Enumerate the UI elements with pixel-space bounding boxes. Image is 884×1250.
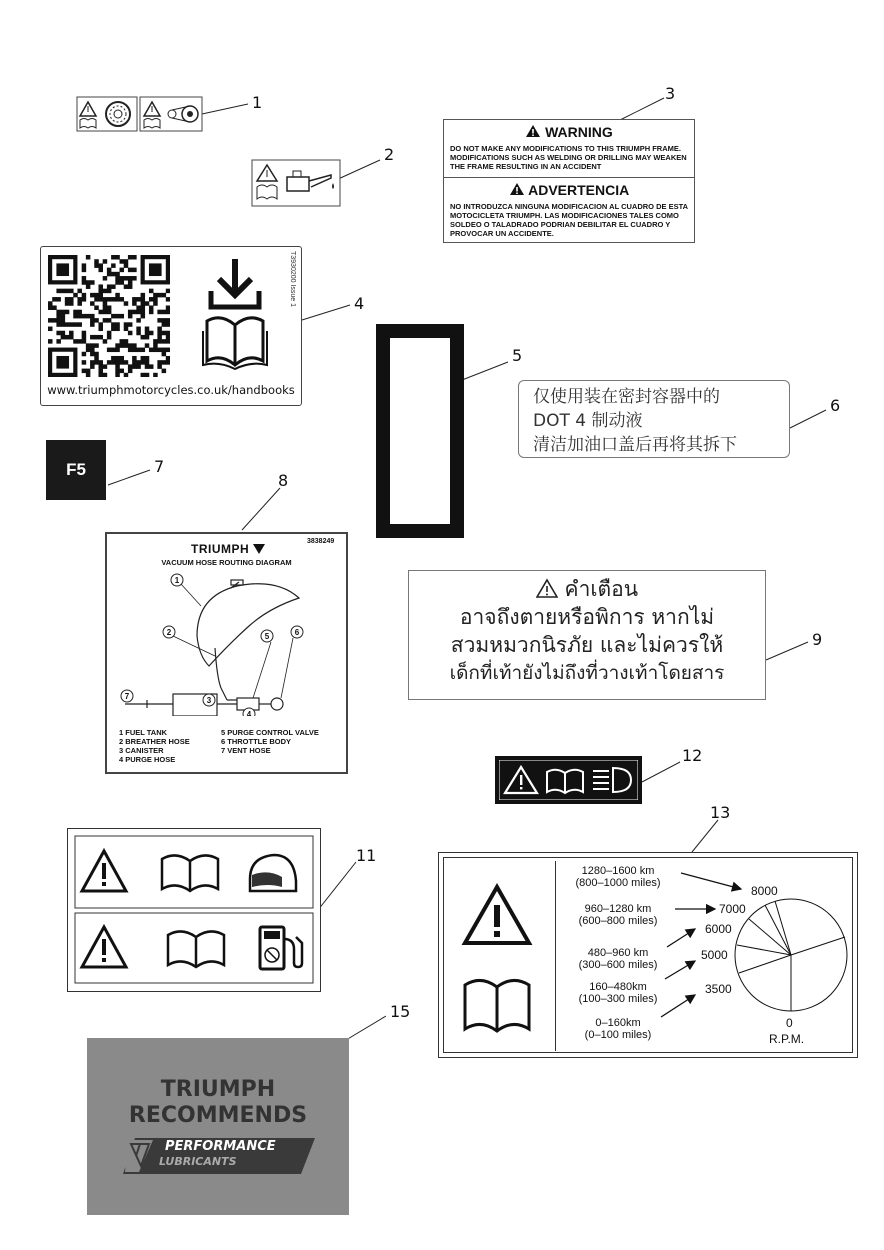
legend-item: 5 PURGE CONTROL VALVE (221, 728, 319, 737)
book-icon (201, 311, 271, 371)
thai-line-3: เด็กที่เท้ายังไม่ถึงที่วางเท้าโดยสาร (449, 662, 725, 684)
label6-line-3: 清洁加油口盖后再将其拆下 (533, 435, 737, 455)
label-7-f5: F5 (46, 440, 106, 500)
rpm-axis-label: R.P.M. (769, 1032, 805, 1046)
headlight-icon (593, 768, 631, 792)
rpm-zero: 0 (786, 1016, 793, 1030)
label-1-graphic (76, 96, 204, 132)
label-11-plate (67, 828, 321, 992)
marker-5: 5 (264, 632, 270, 641)
part-code: T3930200 Issue 1 (289, 251, 296, 308)
thai-title: คำเตือน (564, 577, 639, 601)
label-5-frame (376, 324, 464, 538)
callout-11: 11 (356, 846, 377, 865)
lube-line-2: RECOMMENDS (128, 1103, 308, 1128)
label6-line-1: 仅使用装在密封容器中的 (533, 387, 720, 407)
warning-triangle-icon (536, 578, 558, 598)
lube-line-1: TRIUMPH (160, 1077, 276, 1102)
rpm-6000: 6000 (705, 922, 732, 936)
rpm-3500: 3500 (705, 982, 732, 996)
legend-item: 7 VENT HOSE (221, 746, 271, 755)
label-8-vacuum-diagram (105, 532, 348, 774)
triumph-brand: TRIUMPH (191, 542, 250, 556)
legend-item: 6 THROTTLE BODY (221, 737, 292, 746)
label-9-thai-plate (408, 570, 766, 700)
callout-1: 1 (252, 93, 263, 112)
throttle-body-shape (271, 698, 283, 710)
callout-2: 2 (384, 145, 395, 164)
advertencia-title: ADVERTENCIA (528, 182, 630, 198)
book-icon (547, 770, 583, 793)
callout-5: 5 (512, 346, 523, 365)
part-number: 3838249 (307, 538, 335, 545)
label-2-graphic (251, 159, 341, 207)
label-13-running-in-plate (438, 852, 858, 1058)
warning-title: WARNING (545, 124, 613, 140)
range-miles: (100–300 miles) (578, 993, 658, 1005)
advertencia-text: NO INTRODUZCA NINGUNA MODIFICACION AL CUADRO DE ESTA MOTOCICLETA TRIUMPH. LAS MODIFICACIONES TALES COMO SOLDEO O TALADRADO PODRIAN DEBILITAR EL CUADRO Y PROVOCAR UN ACCIDENTE. (450, 202, 688, 238)
callout-4: 4 (354, 294, 365, 313)
marker-6: 6 (294, 628, 300, 637)
marker-1: 1 (174, 576, 180, 585)
label-3-warning-plate (443, 119, 695, 243)
callout-8: 8 (278, 471, 289, 490)
advertencia-section (444, 178, 694, 238)
label6-line-2: DOT 4 制动液 (533, 411, 643, 431)
label-6-chinese-plate (518, 380, 790, 458)
callout-15: 15 (390, 1002, 411, 1021)
range-km: 0–160km (595, 1017, 641, 1029)
legend-item: 3 CANISTER (119, 746, 164, 755)
rpm-5000: 5000 (701, 948, 728, 962)
label-4-handbook-plate (40, 246, 302, 406)
legend-item: 2 BREATHER HOSE (119, 737, 190, 746)
warning-triangle-icon (505, 767, 537, 793)
warning-section (444, 120, 694, 178)
range-miles: (800–1000 miles) (575, 877, 661, 889)
marker-7: 7 (124, 692, 130, 701)
range-km: 960–1280 km (584, 903, 652, 915)
callout-13: 13 (710, 803, 731, 822)
rpm-8000: 8000 (751, 884, 778, 898)
handbook-url: www.triumphmotorcycles.co.uk/handbooks (47, 383, 295, 397)
label-11-graphic (74, 835, 314, 985)
callout-3: 3 (665, 84, 676, 103)
diagram-title: VACUUM HOSE ROUTING DIAGRAM (161, 558, 292, 567)
qr-code (48, 255, 170, 377)
triumph-triangle-icon (253, 544, 265, 554)
marker-4: 4 (246, 710, 252, 716)
helmet-icon (250, 855, 296, 891)
range-km: 480–960 km (587, 947, 649, 959)
range-miles: (300–600 miles) (578, 959, 658, 971)
download-icon (201, 255, 271, 313)
badge-top: PERFORMANCE (165, 1139, 276, 1154)
legend-item: 4 PURGE HOSE (119, 755, 176, 764)
range-miles: (0–100 miles) (584, 1029, 652, 1041)
callout-7: 7 (154, 457, 165, 476)
hose-routing-graphic (107, 566, 346, 716)
label-2 (251, 159, 341, 207)
callout-6: 6 (830, 396, 841, 415)
rpm-7000: 7000 (719, 902, 746, 916)
warning-text: DO NOT MAKE ANY MODIFICATIONS TO THIS TRIUMPH FRAME. MODIFICATIONS SUCH AS WELDING OR DRILLING MAY WEAKEN THE FRAME RESULTING IN AN ACCIDENT (450, 144, 687, 171)
fuel-tank-shape (197, 584, 299, 666)
rpm-dial (735, 899, 847, 1011)
warning-triangle-icon (525, 124, 541, 138)
rpm-dial-graphic (439, 853, 857, 1057)
badge-bottom: LUBRICANTS (159, 1155, 237, 1168)
legend-item: 1 FUEL TANK (119, 728, 168, 737)
callout-12: 12 (682, 746, 703, 765)
thai-line-1: อาจถึงตายหรือพิการ หากไม่ (459, 605, 715, 629)
label-12-plate (495, 756, 642, 804)
warning-triangle-icon (509, 182, 525, 196)
legend-left (119, 728, 190, 764)
range-km: 160–480km (589, 981, 647, 993)
label-15-lubricants-plate (87, 1038, 349, 1215)
range-miles: (600–800 miles) (578, 915, 658, 927)
thai-line-2: สวมหมวกนิรภัย และไม่ควรให้ (450, 633, 724, 657)
marker-3: 3 (206, 696, 212, 705)
label-1 (76, 96, 204, 132)
legend-right (221, 728, 319, 755)
marker-2: 2 (166, 628, 172, 637)
range-km: 1280–1600 km (581, 865, 655, 877)
callout-9: 9 (812, 630, 823, 649)
